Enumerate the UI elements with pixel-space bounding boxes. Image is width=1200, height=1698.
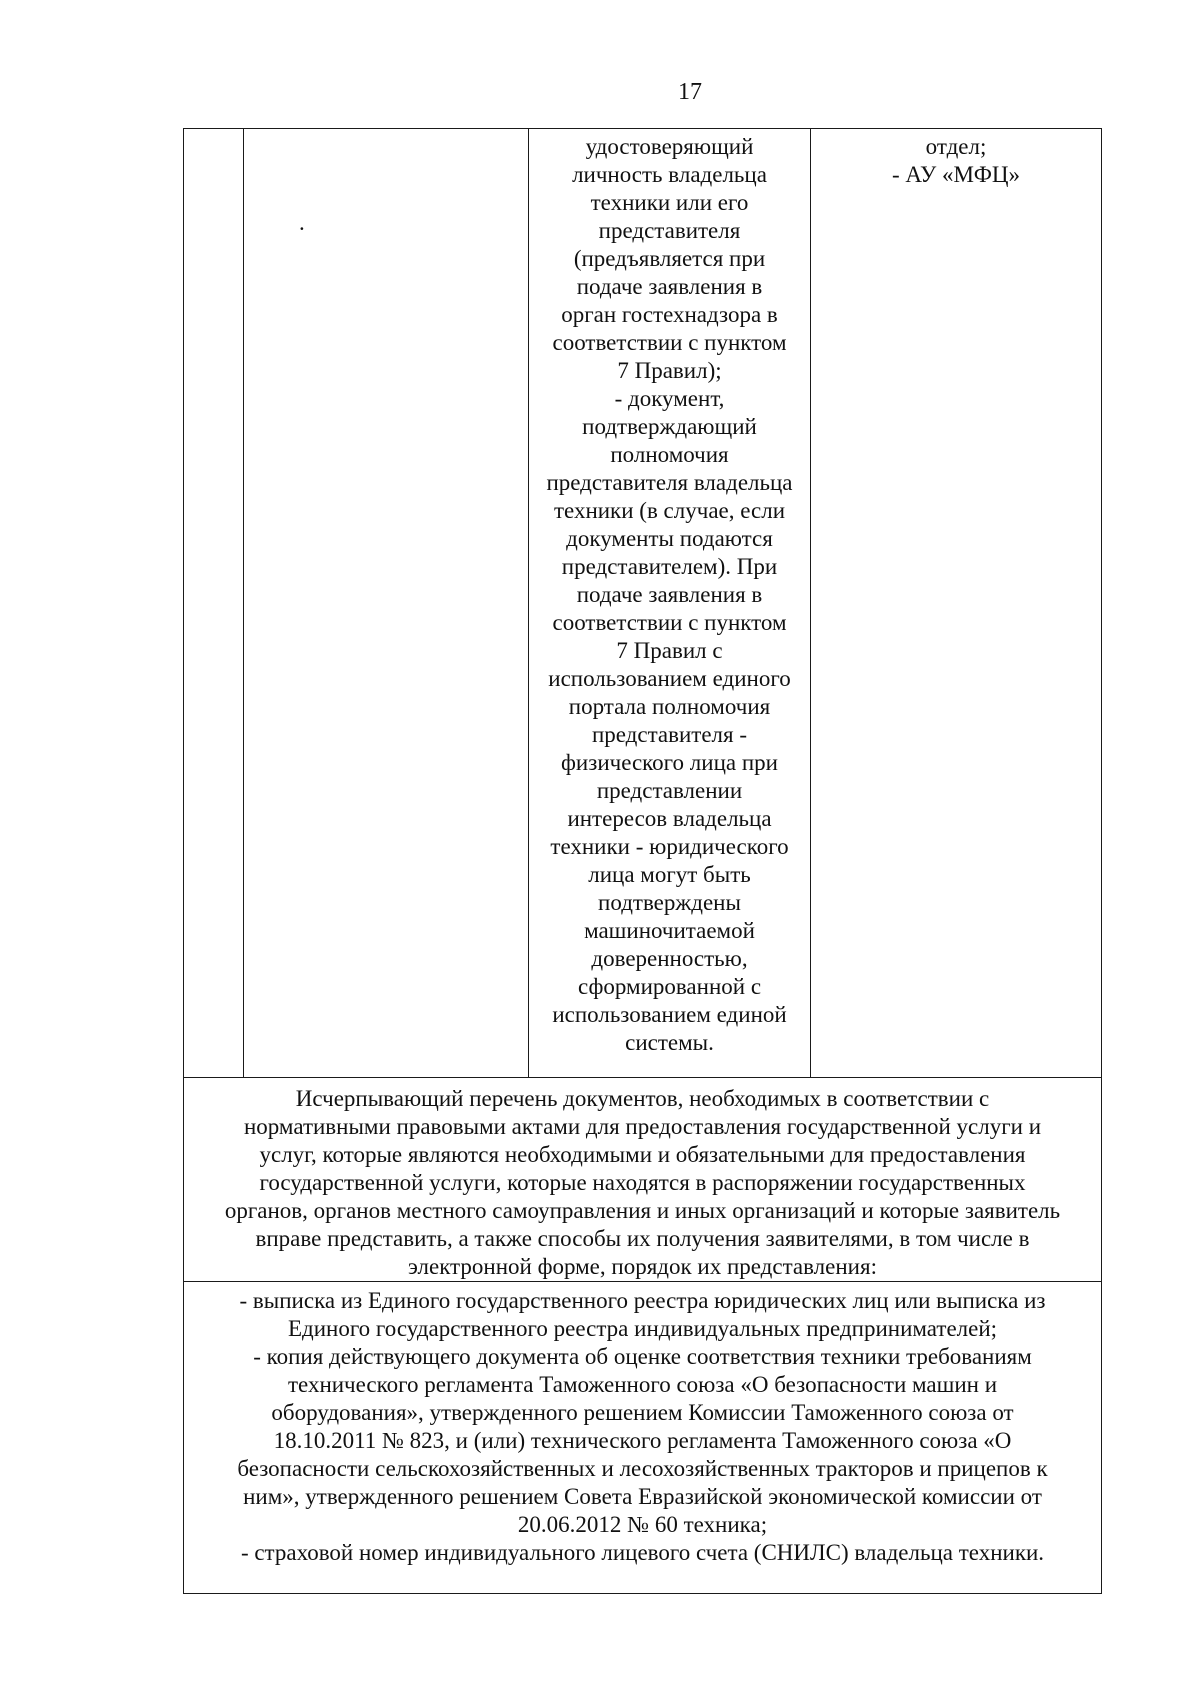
documents-line: удостоверяющий [585,134,754,159]
table-row [184,129,1102,1078]
documents-line: использованием единого [548,666,791,691]
section-heading [184,1078,1102,1282]
heading-line: органов, органов местного самоуправления и иных организаций и которые заявитель [224,1198,1061,1223]
heading-line: услуг, которые являются необходимыми и обязательными для предоставления [259,1142,1026,1167]
list-item: - выписка из Единого государственного реестра юридических лиц или выписка из [239,1288,1046,1313]
where-line: отдел; [925,134,987,159]
documents-line: личность владельца [572,162,767,187]
documents-line: техники или его [590,190,749,215]
documents-line: физического лица при [561,750,778,775]
documents-line: документы подаются [566,526,773,551]
documents-line: техники - юридического [550,834,789,859]
table-cell-name [244,129,529,1078]
list-item: 18.10.2011 № 823, и (или) технического регламента Таможенного союза «О [273,1428,1012,1453]
list-item: 20.06.2012 № 60 техника; [517,1512,768,1537]
documents-line: подтверждены [598,890,741,915]
documents-line: соответствии с пунктом [552,330,787,355]
documents-line: представителя - [591,722,748,747]
list-item: ним», утвержденного решением Совета Евразийской экономической комиссии от [243,1484,1042,1509]
table-cell-number [184,129,244,1078]
heading-line: вправе представить, а также способы их получения заявителями, в том числе в [255,1226,1030,1251]
documents-line: представителя владельца [546,470,793,495]
table-cell-where-to-submit [811,129,1102,1078]
list-item: Единого государственного реестра индивидуальных предпринимателей; [287,1316,998,1341]
documents-line: лица могут быть [588,862,751,887]
documents-table [183,128,1102,1594]
list-item: технического регламента Таможенного союза «О безопасности машин и [287,1372,997,1397]
documents-line: техники (в случае, если [553,498,786,523]
list-item: - копия действующего документа об оценке соответствия техники требованиям [253,1344,1032,1369]
documents-line: представителя [598,218,741,243]
heading-line: государственной услуги, которые находятся в распоряжении государственных [259,1170,1026,1195]
documents-line: представлении [596,778,743,803]
documents-line: представителем). При [561,554,778,579]
documents-line: - документ, [614,386,725,411]
heading-line: нормативными правовыми актами для предоставления государственной услуги и [243,1114,1042,1139]
documents-line: машиночитаемой [584,918,755,943]
documents-line: портала полномочия [568,694,771,719]
where-line: - АУ «МФЦ» [892,162,1020,187]
table-cell-documents [529,129,811,1078]
documents-line: (предъявляется при [573,246,766,271]
documents-line: полномочия [610,442,729,467]
documents-line: подтверждающий [582,414,757,439]
list-item: - страховой номер индивидуального лицевого счета (СНИЛС) владельца техники. [240,1540,1045,1565]
documents-line: системы. [625,1030,714,1055]
documents-line: сформированной с [577,974,762,999]
documents-line: интересов владельца [567,806,772,831]
list-item: оборудования», утвержденного решением Комиссии Таможенного союза от [271,1400,1014,1425]
documents-list [184,1282,1102,1594]
documents-line: 7 Правил с [616,638,723,663]
documents-line: использованием единой [552,1002,787,1027]
table-row-heading [184,1078,1102,1282]
list-item: безопасности сельскохозяйственных и лесохозяйственных тракторов и прицепов к [237,1456,1048,1481]
table-row-list [184,1282,1102,1594]
documents-line: подаче заявления в [576,582,763,607]
documents-line: орган гостехнадзора в [561,302,778,327]
heading-line: Исчерпывающий перечень документов, необходимых в соответствии с [295,1086,990,1111]
cell-mark: . [299,210,305,235]
page-number: 17 [678,79,702,105]
documents-line: соответствии с пунктом [552,610,787,635]
heading-line: электронной форме, порядок их представления: [408,1254,877,1279]
documents-line: 7 Правил); [617,358,722,383]
documents-line: доверенностью, [591,946,748,971]
documents-line: подаче заявления в [576,274,763,299]
